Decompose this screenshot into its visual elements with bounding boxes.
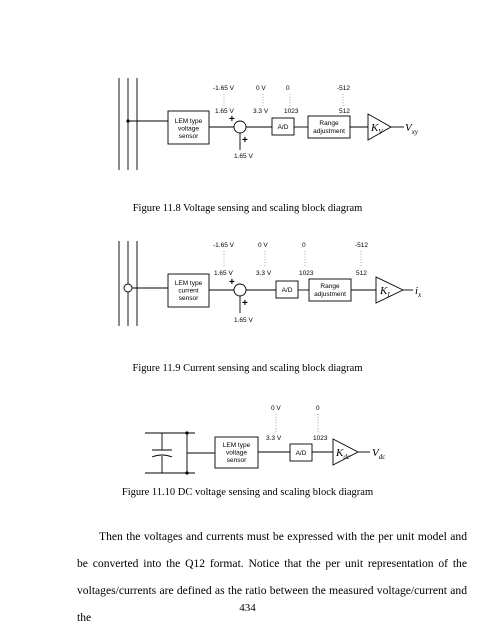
- gain-symbol: $K_V$: [371, 122, 383, 136]
- bottom-label-sensor: 1.65 V: [214, 270, 233, 277]
- plus-sign-top: +: [229, 114, 235, 125]
- top-label-ad: 0: [302, 242, 306, 249]
- sensor-label-3: sensor: [226, 457, 247, 464]
- plus-sign-top: +: [229, 277, 235, 288]
- top-label-sum: 0 V: [258, 242, 268, 249]
- range-label-2: adjustment: [313, 128, 345, 135]
- figure-11-8-caption: Figure 11.8 Voltage sensing and scaling block diagram: [132, 203, 363, 214]
- sensor-label-2: current: [178, 287, 199, 295]
- sensor-label-1: LEM type: [174, 280, 203, 287]
- offset-label: 1.65 V: [234, 153, 253, 160]
- top-label-sensor: 0 V: [271, 405, 281, 412]
- figure-11-10-diagram: [145, 405, 386, 475]
- sensor-label-1: LEM type: [222, 442, 251, 449]
- tap-node: [185, 431, 188, 434]
- body-paragraph: [77, 523, 467, 631]
- range-label-1: Range: [320, 283, 340, 290]
- offset-label: 1.65 V: [234, 317, 253, 324]
- bottom-label-sensor: 3.3 V: [266, 435, 282, 442]
- bottom-label-ad: 1023: [299, 270, 314, 277]
- bottom-label-range: 512: [356, 270, 367, 277]
- top-label-ad: 0: [316, 405, 320, 412]
- body-text: Then the voltages and currents must be expressed with the per unit model and be converted into the Q12 format. Notice that the per unit representation of the voltages/currents are defined as the ratio between the measured voltage/current and the: [77, 530, 467, 624]
- summing-junction: [234, 284, 246, 296]
- figure-11-10-caption: Figure 11.10 DC voltage sensing and scaling block diagram: [121, 487, 374, 498]
- tap-node: [185, 471, 188, 474]
- page-number: 434: [239, 602, 256, 614]
- ad-label: A/D: [295, 450, 307, 457]
- plus-sign-bottom: +: [242, 135, 248, 146]
- bottom-label-ad: 1023: [284, 108, 299, 115]
- range-label-1: Range: [319, 120, 339, 127]
- top-label-sum: 0 V: [256, 85, 266, 92]
- plus-sign-bottom: +: [242, 298, 248, 309]
- gain-symbol: $K_{dc}$: [336, 447, 350, 461]
- bottom-label-sensor: 1.65 V: [215, 108, 234, 115]
- sensor-label-2: voltage: [178, 125, 199, 133]
- current-probe-ring: [124, 284, 132, 292]
- top-label-ad: 0: [286, 85, 290, 92]
- output-symbol: $i_x$: [415, 285, 422, 299]
- range-label-2: adjustment: [314, 291, 346, 298]
- bottom-label-sum: 3.3 V: [253, 108, 269, 115]
- figure-11-8-diagram: [119, 78, 419, 170]
- ad-label: A/D: [281, 287, 293, 294]
- bottom-label-ad: 1023: [313, 435, 328, 442]
- top-label-sensor: -1.65 V: [213, 85, 234, 92]
- sensor-label-1: LEM type: [174, 118, 203, 125]
- sensor-label-2: voltage: [226, 449, 247, 457]
- bottom-label-sum: 3.3 V: [256, 270, 272, 277]
- top-label-range: -512: [355, 242, 369, 249]
- tap-node: [126, 119, 129, 122]
- top-label-sensor: -1.65 V: [213, 242, 234, 249]
- sensor-label-3: sensor: [178, 133, 199, 140]
- sensor-label-3: sensor: [178, 295, 199, 302]
- figure-11-9-caption: Figure 11.9 Current sensing and scaling block diagram: [132, 363, 363, 374]
- summing-junction: [234, 121, 246, 133]
- ad-label: A/D: [277, 124, 289, 131]
- figure-11-9-diagram: [119, 241, 422, 326]
- bottom-label-range: 512: [339, 108, 350, 115]
- gain-symbol: $K_I$: [380, 285, 390, 299]
- output-symbol: $V_{dc}$: [372, 447, 386, 461]
- output-symbol: $V_{xy}$: [405, 122, 418, 136]
- top-label-range: -512: [337, 85, 351, 92]
